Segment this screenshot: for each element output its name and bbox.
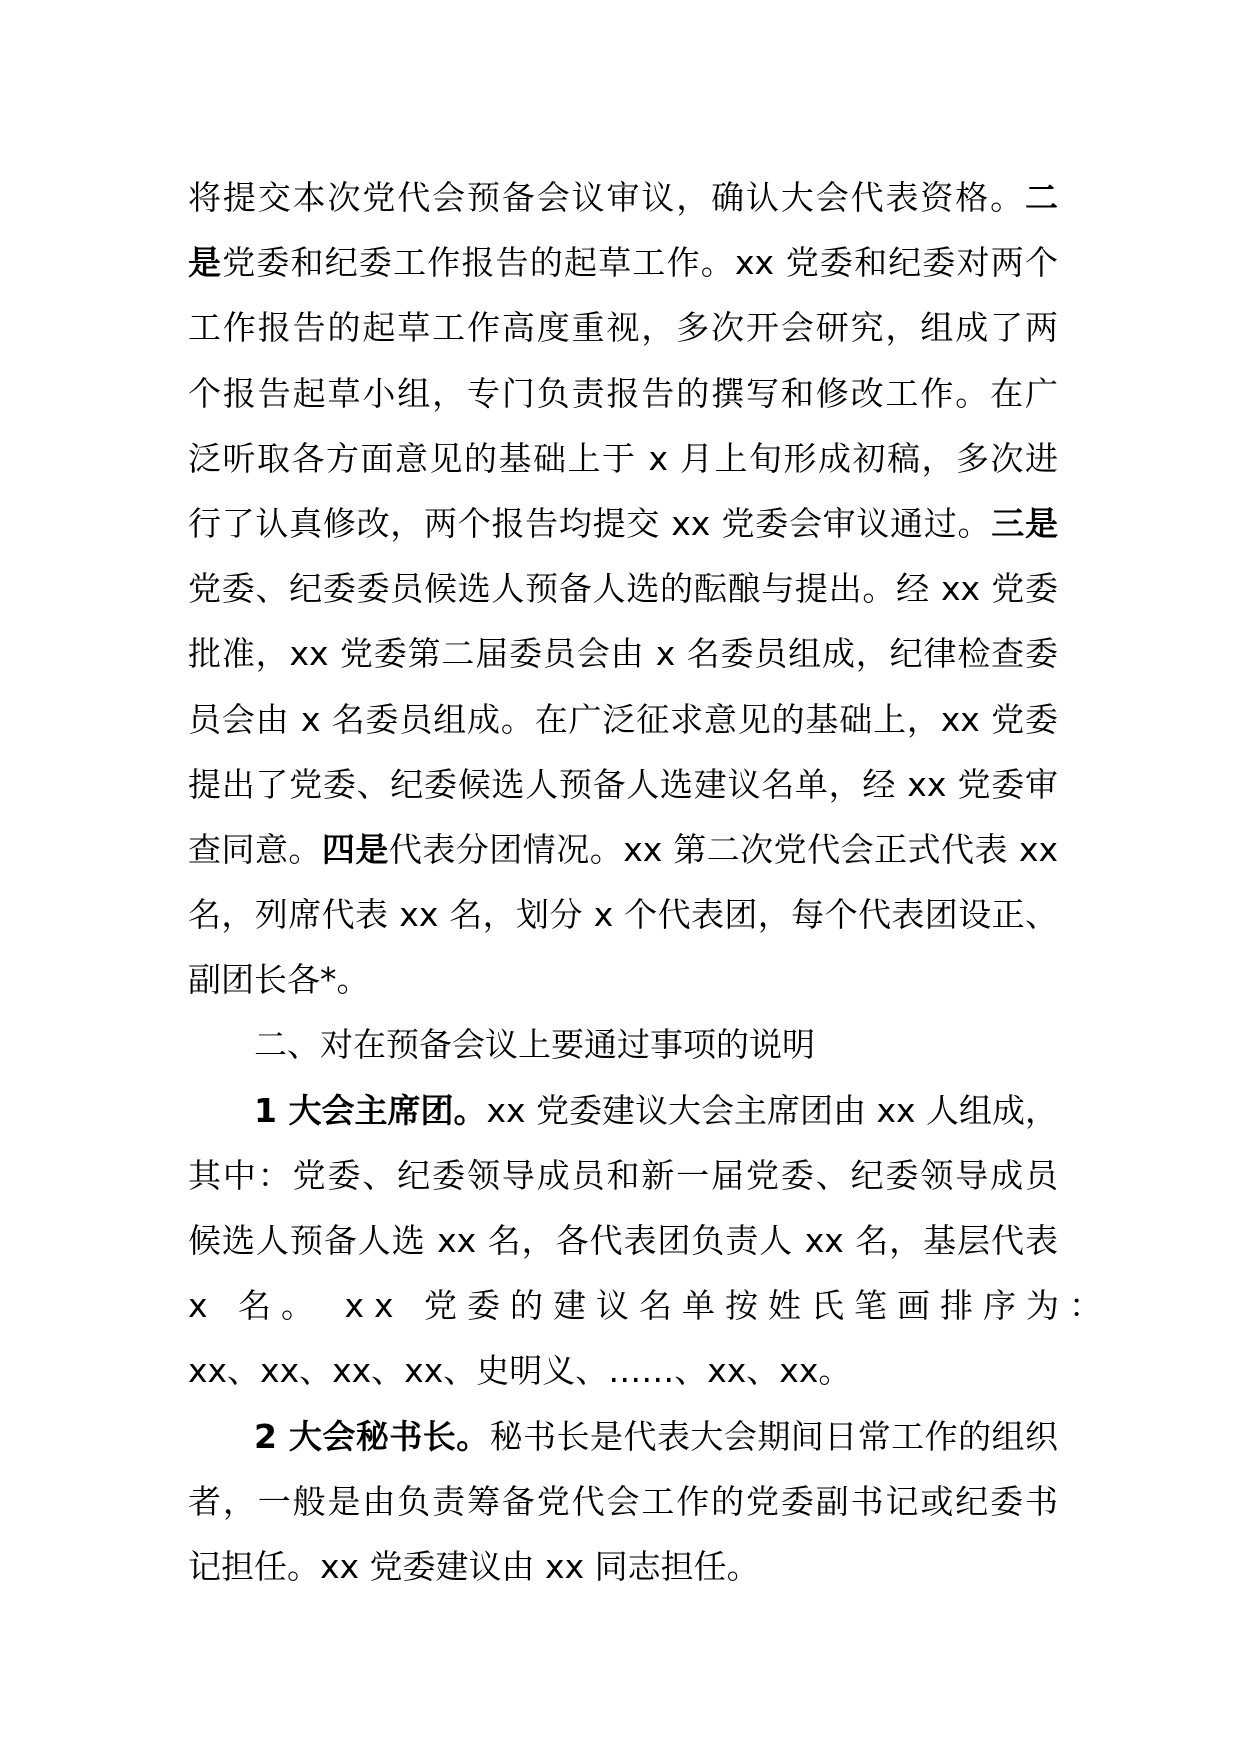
text-line: 泛听取各方面意见的基础上于 x 月上旬形成初稿，多次进 xyxy=(188,438,1058,478)
text-line: 2 大会秘书长。秘书长是代表大会期间日常工作的组织 xyxy=(254,1416,1059,1456)
text-line: 行了认真修改，两个报告均提交 xx 党委会审议通过。三是 xyxy=(188,503,1058,543)
item-2-paragraph xyxy=(188,1404,1058,1600)
paragraph-1 xyxy=(188,165,1058,1012)
text-line: 候选人预备人选 xx 名，各代表团负责人 xx 名，基层代表 xyxy=(188,1221,1058,1260)
text-line: 工作报告的起草工作高度重视，多次开会研究，组成了两 xyxy=(188,308,1058,348)
text-line: 记担任。xx 党委建议由 xx 同志担任。 xyxy=(188,1546,760,1586)
text-line: 批准，xx 党委第二届委员会由 x 名委员组成，纪律检查委 xyxy=(188,634,1058,674)
text-line: 党委、纪委委员候选人预备人选的酝酿与提出。经 xx 党委 xyxy=(188,569,1058,609)
text-line: 将提交本次党代会预备会议审议，确认大会代表资格。二 xyxy=(188,178,1058,217)
text-line: 副团长各*。 xyxy=(188,960,370,1000)
text-line: 其中：党委、纪委领导成员和新一届党委、纪委领导成员 xyxy=(188,1155,1058,1195)
text-line: xx、xx、xx、xx、史明义、……、xx、xx。 xyxy=(188,1351,852,1391)
text-line: 者，一般是由负责筹备党代会工作的党委副书记或纪委书 xyxy=(188,1481,1058,1521)
text-line: x 名。 xx 党委的建议名单按姓氏笔画排序为： xyxy=(188,1286,1113,1326)
section-heading: 二、对在预备会议上要通过事项的说明 xyxy=(254,1025,815,1065)
text-line: 1 大会主席团。xx 党委建议大会主席团由 xx 人组成， xyxy=(254,1090,1059,1130)
text-line: 个报告起草小组，专门负责报告的撰写和修改工作。在广 xyxy=(188,373,1058,413)
text-line: 查同意。四是代表分团情况。xx 第二次党代会正式代表 xx xyxy=(188,829,1058,869)
text-line: 员会由 x 名委员组成。在广泛征求意见的基础上，xx 党委 xyxy=(188,699,1058,739)
text-line: 提出了党委、纪委候选人预备人选建议名单，经 xx 党委审 xyxy=(188,764,1058,804)
item-1-paragraph xyxy=(188,1078,1113,1404)
text-line: 名，列席代表 xx 名，划分 x 个代表团，每个代表团设正、 xyxy=(188,895,1058,935)
text-line: 是党委和纪委工作报告的起草工作。xx 党委和纪委对两个 xyxy=(188,243,1058,283)
document-body xyxy=(188,165,1113,1599)
